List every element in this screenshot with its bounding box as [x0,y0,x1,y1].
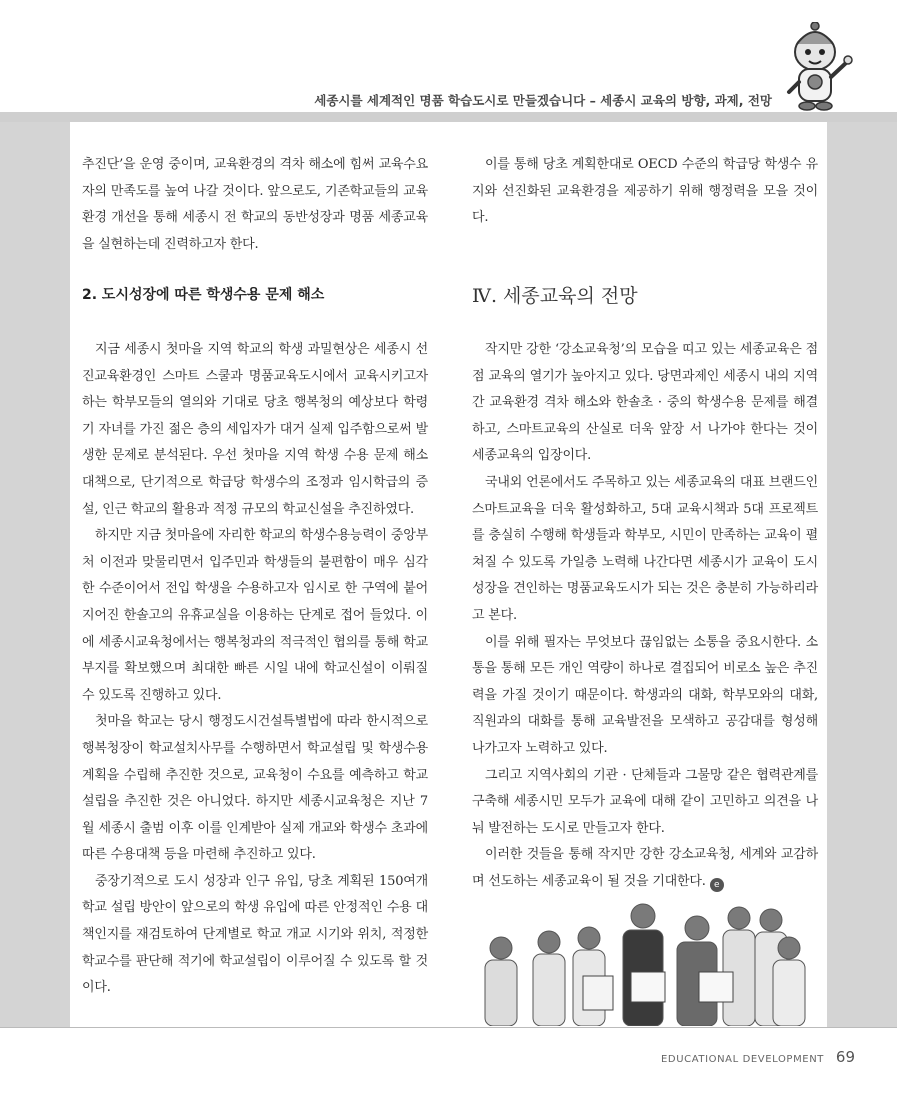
left-column [82,152,428,258]
footer-divider [0,1027,897,1028]
right-intro-paragraph: 이를 통해 당초 계획한대로 OECD 수준의 학급당 학생수 유지와 선진화된 교육환경을 제공하기 위해 행정력을 모을 것이다. [472,157,818,226]
section-title: 2. 도시성장에 따른 학생수용 문제 해소 [82,287,325,303]
body-paragraph: 첫마을 학교는 당시 행정도시건설특별법에 따라 한시적으로 행복청장이 학교설치사무를 수행하면서 학교설립 및 학생수용계획을 수립해 추진한 것으로, 교육청이 수요를 예측하고 학교 설립을 추진한 것은 아니었다. 하지만 세종시교육청은 지난 7월 세종시 출범 이후 이를 인계받아 실제 개교와 학생수 초과에 따른 수용대책 등을 마련해 추진하고 있다. [82,714,428,863]
left-margin-band [0,122,70,1027]
page-header [0,0,897,122]
body-paragraph: 하지만 지금 첫마을에 자리한 학교의 학생수용능력이 중앙부처 이전과 맞물리면서 입주민과 학생들의 불편함이 매우 심각한 수준이어서 전입 학생을 수용하고자 임시로 한 구역에 붙어 지어진 한솔고의 유휴교실을 이용하는 단계로 접어 들었다. 이에 세종시교육청에서는 행복청과의 적극적인 협의를 통해 학교부지를 확보했으며 최대한 빠른 시일 내에 학교신설이 이뤄질 수 있도록 진행하고 있다. [82,528,428,703]
closing-text: 이러한 것들을 통해 작지만 강한 강소교육청, 세계와 교감하며 선도하는 세종교육이 될 것을 기대한다. [472,847,818,889]
chapter-title: Ⅳ. 세종교육의 전망 [472,285,638,307]
page-footer [0,1027,897,1103]
running-header-title: 세종시를 세계적인 명품 학습도시로 만들겠습니다 – 세종시 교육의 방향, 과제, 전망 [314,93,772,108]
body-paragraph: 국내외 언론에서도 주목하고 있는 세종교육의 대표 브랜드인 스마트교육을 더욱 활성화하고, 5대 교육시책과 5대 프로젝트를 충실히 수행해 학생들과 학부모, 시민이 만족하는 교육이 펼쳐질 수 있도록 가일층 노력해 나간다면 세종시가 교육이 도시성장을 견인하는 명품교육도시가 되는 것은 충분히 가능하리라고 본다. [472,474,818,623]
body-paragraph: 지금 세종시 첫마을 지역 학교의 학생 과밀현상은 세종시 선진교육환경인 스마트 스쿨과 명품교육도시에서 교육시키고자 하는 학부모들의 열의와 기대로 당초 행복청의 예상보다 학령기 자녀를 가진 젊은 층의 세입자가 대거 실제 입주함으로써 발생한 문제로 분석된다. 우선 첫마을 지역 학생 수용 문제 해소 대책으로, 단기적으로 학급당 학생수의 조정과 임시학급의 증설, 인근 학교의 활용과 적정 규모의 학교신설을 추진하였다. [82,342,428,517]
left-column-body [82,337,428,1002]
group-photo [471,898,821,1026]
header-divider-band [0,112,897,122]
body-paragraph: 그리고 지역사회의 기관 · 단체들과 그물망 같은 협력관계를 구축해 세종시민 모두가 교육에 대해 같이 고민하고 의견을 나눠 발전하는 도시로 만들고자 한다. [472,767,818,836]
closing-paragraph [472,842,818,895]
body-paragraph: 이를 위해 필자는 무엇보다 끊임없는 소통을 중요시한다. 소통을 통해 모든 개인 역량이 하나로 결집되어 비로소 높은 추진력을 가질 것이기 때문이다. 학생과의 대화, 학부모와의 대화, 직원과의 대화를 통해 교육발전을 모색하고 공감대를 형성해 나가고자 노력하고 있다. [472,634,818,756]
right-column-body [472,337,818,895]
footer-label: EDUCATIONAL DEVELOPMENT [660,1054,824,1065]
right-margin-band [827,122,897,1027]
right-column [472,152,818,232]
body-paragraph: 중장기적으로 도시 성장과 인구 유입, 당초 계획된 150여개 학교 설립 방안이 앞으로의 학생 유입에 따른 안정적인 수용 대책인지를 재검토하여 단계별로 학교 개교 시기와 위치, 적정한 학교수를 판단해 적기에 학교설립이 이루어질 수 있도록 할 것이다. [82,873,428,996]
page-number: 69 [835,1048,855,1066]
body-paragraph: 작지만 강한 ‘강소교육청’의 모습을 띠고 있는 세종교육은 점점 교육의 열기가 높아지고 있다. 당면과제인 세종시 내의 지역 간 교육환경 격차 해소와 한솔초 · 중의 학생수용 문제를 해결하고, 스마트교육의 산실로 더욱 앞장 서 나가야 한다는 것이 세종교육의 입장이다. [472,342,818,464]
end-mark-icon: e [710,878,724,892]
left-intro-paragraph: 추진단’을 운영 중이며, 교육환경의 격차 해소에 힘써 교육수요자의 만족도를 높여 나갈 것이다. 앞으로도, 기존학교들의 교육환경 개선을 통해 세종시 전 학교의 동반성장과 명품 세종교육을 실현하는데 진력하고자 한다. [82,157,428,252]
mascot-illustration [777,22,857,114]
